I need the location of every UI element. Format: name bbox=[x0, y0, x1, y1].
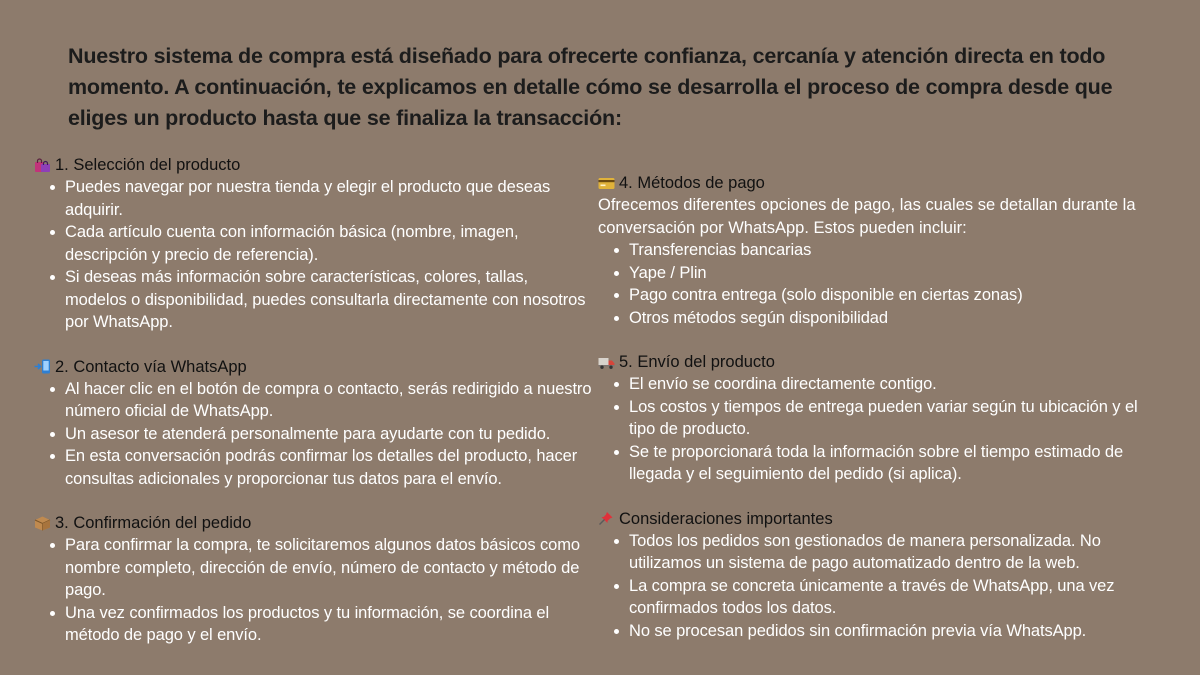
list-item: Si deseas más información sobre características, colores, tallas, modelos o disponibilidad, puedes consultarla directamente con nosotros por WhatsApp. bbox=[34, 266, 594, 334]
section-list bbox=[34, 176, 594, 334]
delivery-truck-icon bbox=[598, 355, 615, 370]
section-description: Ofrecemos diferentes opciones de pago, las cuales se detallan durante la conversación por WhatsApp. Estos pueden incluir: bbox=[598, 196, 1136, 237]
pushpin-icon bbox=[598, 511, 615, 526]
list-item: Al hacer clic en el botón de compra o contacto, serás redirigido a nuestro número oficial de WhatsApp. bbox=[34, 378, 594, 423]
list-item: Se te proporcionará toda la información sobre el tiempo estimado de llegada y el seguimiento del pedido (si aplica). bbox=[598, 441, 1158, 486]
list-item: Otros métodos según disponibilidad bbox=[598, 307, 1158, 330]
list-item: Los costos y tiempos de entrega pueden variar según tu ubicación y el tipo de producto. bbox=[598, 396, 1158, 441]
section-title: 1. Selección del producto bbox=[55, 156, 241, 174]
list-item: Cada artículo cuenta con información básica (nombre, imagen, descripción y precio de referencia). bbox=[34, 221, 594, 266]
list-item: Un asesor te atenderá personalmente para ayudarte con tu pedido. bbox=[34, 423, 594, 446]
list-item: El envío se coordina directamente contigo. bbox=[598, 373, 1158, 396]
mobile-arrow-icon bbox=[34, 359, 51, 374]
section-order-confirmation bbox=[34, 512, 594, 647]
package-icon bbox=[34, 516, 51, 531]
section-list bbox=[598, 373, 1158, 486]
list-item: Para confirmar la compra, te solicitaremos algunos datos básicos como nombre completo, dirección de envío, número de contacto y método de pago. bbox=[34, 534, 594, 602]
section-important-considerations bbox=[598, 508, 1158, 643]
list-item: Transferencias bancarias bbox=[598, 239, 1158, 262]
section-title: Consideraciones importantes bbox=[619, 509, 833, 528]
section-product-selection bbox=[34, 154, 594, 334]
list-item: Puedes navegar por nuestra tienda y elegir el producto que deseas adquirir. bbox=[34, 176, 594, 221]
section-list bbox=[34, 534, 594, 647]
credit-card-icon bbox=[598, 176, 615, 191]
section-payment-methods bbox=[598, 172, 1158, 329]
section-title: 2. Contacto vía WhatsApp bbox=[55, 357, 247, 376]
section-whatsapp-contact bbox=[34, 356, 594, 491]
section-title: 3. Confirmación del pedido bbox=[55, 514, 252, 532]
list-item: En esta conversación podrás confirmar los detalles del producto, hacer consultas adicionales y proporcionar tus datos para el envío. bbox=[34, 445, 594, 490]
section-product-shipping bbox=[598, 351, 1158, 486]
intro-text: Nuestro sistema de compra está diseñado para ofrecerte confianza, cercanía y atención directa en todo momento. A continuación, te explicamos en detalle cómo se desarrolla el proceso de compra desde que eliges un producto hasta que se finaliza la transacción: bbox=[68, 44, 1113, 130]
section-list bbox=[34, 378, 594, 491]
list-item: Todos los pedidos son gestionados de manera personalizada. No utilizamos un sistema de pago automatizado dentro de la web. bbox=[598, 530, 1158, 575]
shopping-bags-icon bbox=[34, 158, 51, 173]
section-title: 5. Envío del producto bbox=[619, 353, 775, 371]
list-item: Una vez confirmados los productos y tu información, se coordina el método de pago y el envío. bbox=[34, 602, 594, 647]
right-column bbox=[598, 172, 1158, 664]
list-item: Pago contra entrega (solo disponible en ciertas zonas) bbox=[598, 284, 1158, 307]
section-title: 4. Métodos de pago bbox=[619, 174, 765, 192]
list-item: Yape / Plin bbox=[598, 262, 1158, 285]
left-column bbox=[34, 154, 594, 669]
list-item: No se procesan pedidos sin confirmación previa vía WhatsApp. bbox=[598, 620, 1158, 643]
section-list bbox=[598, 239, 1158, 329]
section-list bbox=[598, 530, 1158, 643]
list-item: La compra se concreta únicamente a través de WhatsApp, una vez confirmados todos los datos. bbox=[598, 575, 1158, 620]
